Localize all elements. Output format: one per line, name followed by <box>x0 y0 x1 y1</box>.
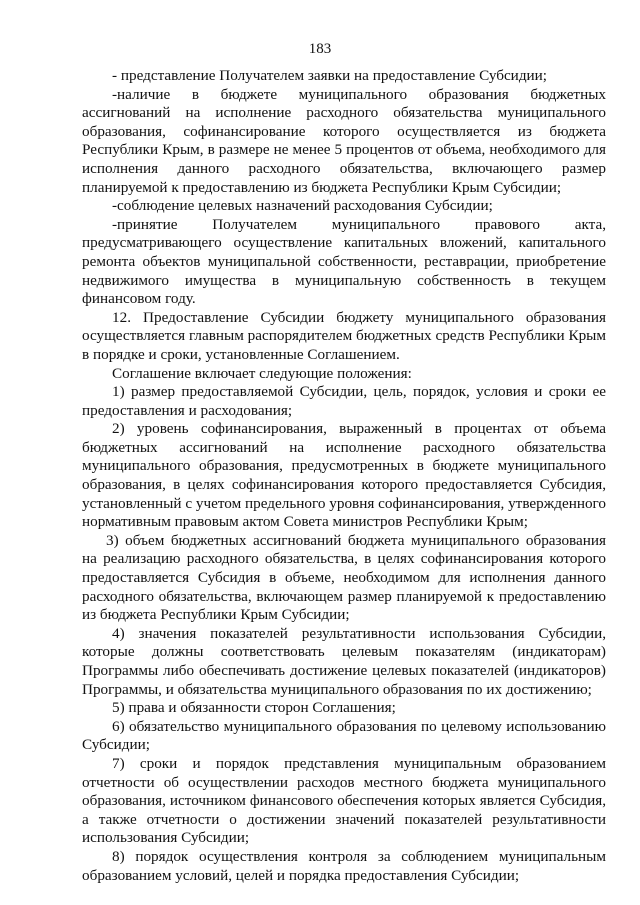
paragraph-agreement-intro: Соглашение включает следующие положения: <box>112 364 412 382</box>
paragraph-item-12: 12. Предоставление Субсидии бюджету муниципального образования осуществляется главным распорядителем бюджетных средств Республики Крым в порядке и сроки, установленные Соглашением. <box>82 308 606 363</box>
agreement-item-8: 8) порядок осуществления контроля за соблюдением муниципальным образованием условий, целей и порядка предоставления Субсидии; <box>82 847 606 884</box>
agreement-item-7: 7) сроки и порядок представления муниципальным образованием отчетности об осуществлении расходов местного бюджета муниципального образования, источником финансового обеспечения которых является Субсидия, а также отчетности о достижении значений показателей результативности использования Субсидии; <box>82 754 606 847</box>
document-body <box>82 67 606 885</box>
paragraph-target-use: -соблюдение целевых назначений расходования Субсидии; <box>112 197 493 215</box>
page-number: 183 <box>308 41 332 57</box>
agreement-item-6: 6) обязательство муниципального образования по целевому использованию Субсидии; <box>82 717 606 754</box>
agreement-item-5: 5) права и обязанности сторон Соглашения; <box>112 699 396 717</box>
paragraph-legal-act: -принятие Получателем муниципального правового акта, предусматривающего осуществление капитальных вложений, капитального ремонта объектов муниципальной собственности, реставрации, приобретение недвижимого имущества в муниципальную собственность в текущем финансовом году. <box>82 215 606 308</box>
paragraph-budget-allocations: -наличие в бюджете муниципального образования бюджетных ассигнований на исполнение расходного обязательства муниципального образования, софинансирование которого осуществляется из бюджета Республики Крым, в размере не менее 5 процентов от объема, необходимого для исполнения данного расходного обязательства, включающего размер планируемой к предоставлению из бюджета Республики Крым Субсидии; <box>82 85 606 196</box>
paragraph-application: - представление Получателем заявки на предоставление Субсидии; <box>112 67 548 84</box>
agreement-item-1: 1) размер предоставляемой Субсидии, цель, порядок, условия и сроки ее предоставления и расходования; <box>82 383 606 419</box>
agreement-item-2: 2) уровень софинансирования, выраженный в процентах от объема бюджетных ассигнований на исполнение расходного обязательства муниципального образования, предусмотренных в бюджете муниципального образования, в целях софинансирования которого предоставляется Субсидия, установленный с учетом предельного уровня софинансирования, утвержденного нормативным правовым актом Совета министров Республики Крым; <box>82 420 606 531</box>
agreement-item-3: 3) объем бюджетных ассигнований бюджета муниципального образования на реализацию расходного обязательства, в целях софинансирования которого предоставляется Субсидия в объеме, необходимом для исполнения данного расходного обязательства, включающем размер планируемой к предоставлению из бюджета Республики Крым Субсидии; <box>82 531 606 624</box>
agreement-item-4: 4) значения показателей результативности использования Субсидии, которые должны соответствовать целевым показателям (индикаторам) Программы либо обеспечивать достижение целевых показателей (индикаторов) Программы, и обязательства муниципального образования по их достижению; <box>82 624 606 698</box>
